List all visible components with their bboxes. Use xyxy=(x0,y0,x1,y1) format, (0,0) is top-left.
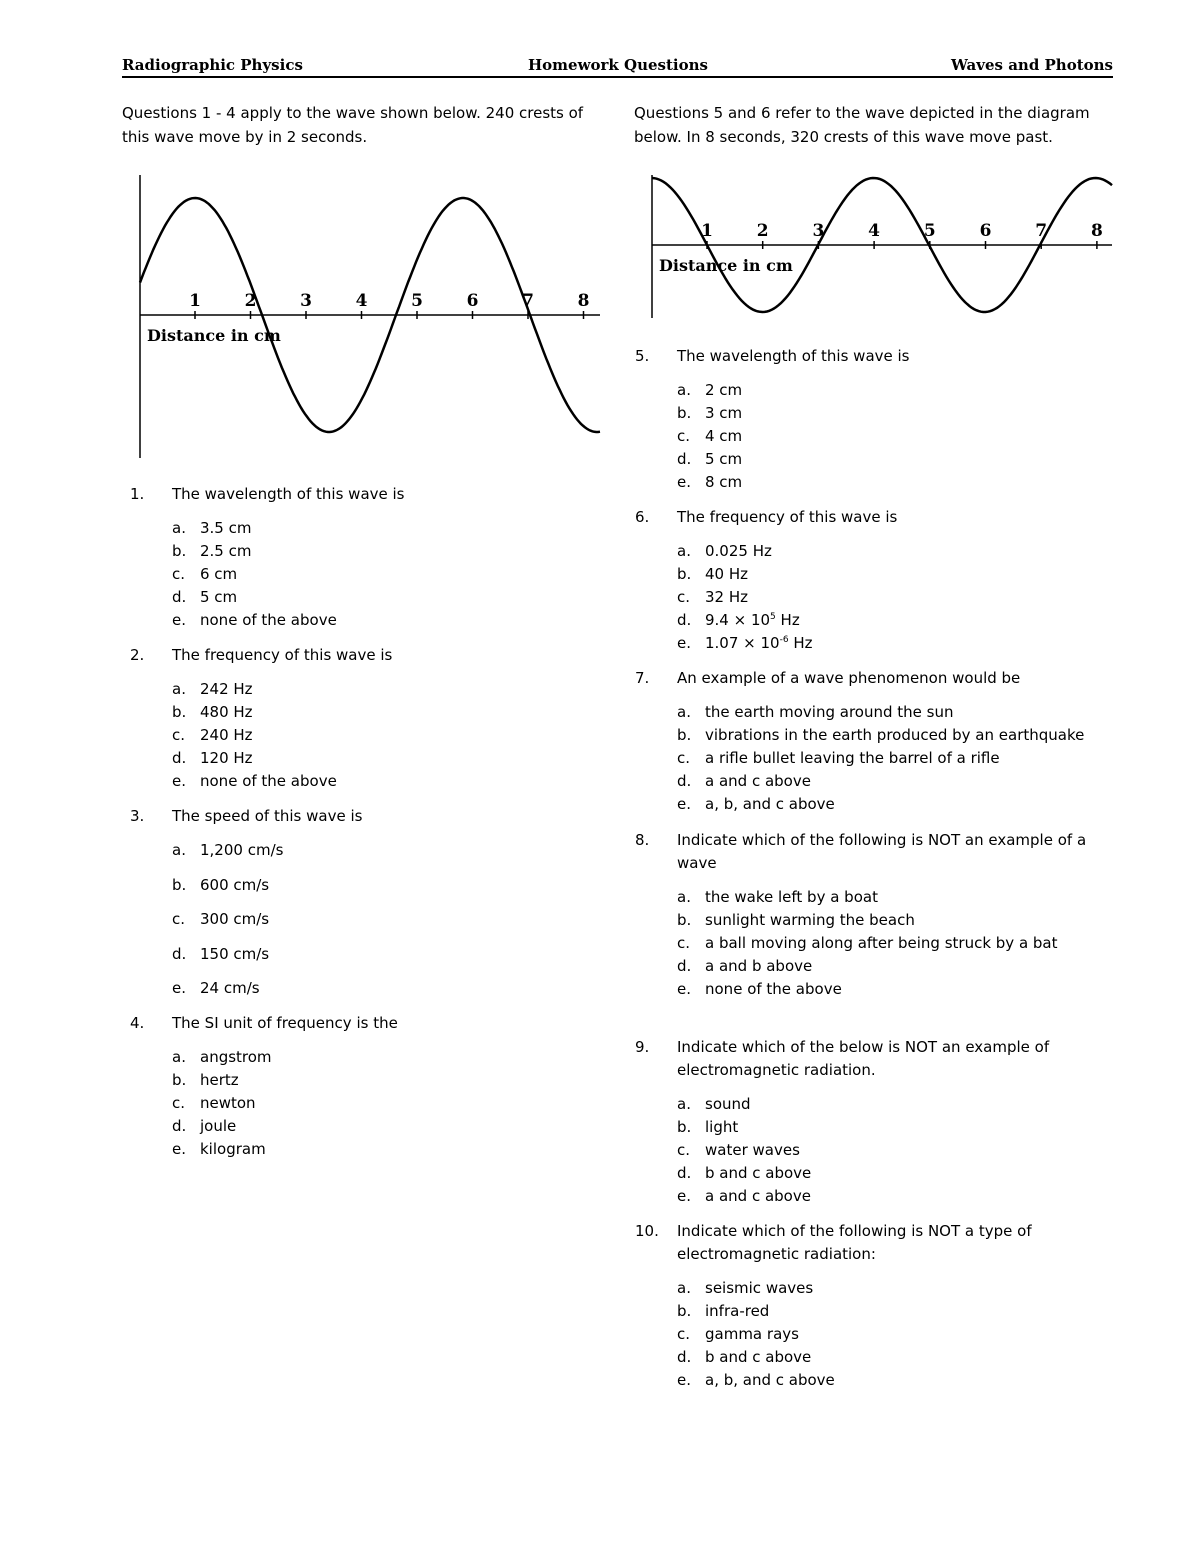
question-2 xyxy=(130,644,600,793)
answer-option[interactable]: b. 480 Hz xyxy=(172,703,253,721)
answer-option[interactable]: c. 32 Hz xyxy=(677,588,749,606)
wave2-tick-label-2: 2 xyxy=(756,221,769,241)
question-8 xyxy=(635,829,1115,1001)
answer-option[interactable]: d. b and c above xyxy=(677,1164,812,1182)
answer-option[interactable]: c. 6 cm xyxy=(172,565,238,583)
answer-option[interactable]: e. a, b, and c above xyxy=(677,1371,835,1389)
answer-option[interactable]: c. newton xyxy=(172,1094,256,1112)
question-10 xyxy=(635,1220,1115,1392)
answer-option[interactable]: d. joule xyxy=(172,1117,237,1135)
question-5 xyxy=(635,345,1115,494)
wave2-tick-label-8: 8 xyxy=(1090,221,1103,241)
wave1-tick-label-6: 6 xyxy=(466,291,479,311)
question-number: 3. xyxy=(130,807,145,825)
answer-options xyxy=(677,379,1115,494)
answer-options xyxy=(172,517,600,632)
wave2-tick-label-6: 6 xyxy=(979,221,992,241)
answer-options xyxy=(172,1046,600,1161)
answer-option[interactable]: a. 0.025 Hz xyxy=(677,542,772,560)
question-7 xyxy=(635,667,1115,816)
question-number: 6. xyxy=(635,508,650,526)
question-text: An example of a wave phenomenon would be xyxy=(677,669,1021,687)
wave1-tick-label-7: 7 xyxy=(522,291,534,311)
answer-option[interactable]: c. a ball moving along after being struck by a bat xyxy=(677,934,1058,952)
answer-options xyxy=(677,540,1115,655)
question-text: The frequency of this wave is xyxy=(677,508,898,526)
wave1-tick-label-8: 8 xyxy=(577,291,590,311)
answer-option[interactable]: e. a and c above xyxy=(677,1187,811,1205)
question-number: 2. xyxy=(130,646,145,664)
question-9 xyxy=(635,1036,1115,1208)
wave2-tick-label-5: 5 xyxy=(923,221,936,241)
answer-option[interactable]: d. b and c above xyxy=(677,1348,812,1366)
answer-option[interactable]: b. light xyxy=(677,1118,739,1136)
answer-option[interactable]: a. the earth moving around the sun xyxy=(677,703,954,721)
answer-option[interactable]: e. $1.07 \times 10^{-6}$ Hz xyxy=(677,634,813,652)
answer-option[interactable]: a. sound xyxy=(677,1095,751,1113)
header-section-title: Homework Questions xyxy=(528,56,708,74)
answer-option[interactable]: b. infra-red xyxy=(677,1302,770,1320)
answer-option[interactable]: e. none of the above xyxy=(677,980,842,998)
question-number: 5. xyxy=(635,347,650,365)
question-number: 10. xyxy=(635,1222,659,1240)
answer-option[interactable]: e. 24 cm/s xyxy=(172,979,260,997)
question-number: 4. xyxy=(130,1014,145,1032)
answer-option[interactable]: e. none of the above xyxy=(172,772,337,790)
wave1-tick-label-4: 4 xyxy=(355,291,368,311)
question-text: The wavelength of this wave is xyxy=(677,347,910,365)
wave2-axis-label: Distance in cm xyxy=(659,256,793,275)
answer-option[interactable]: b. 600 cm/s xyxy=(172,875,270,894)
intro-questions-5-6: Questions 5 and 6 refer to the wave depicted in the diagram below. In 8 seconds, 320 crests of this wave move past. xyxy=(634,104,1090,146)
answer-option[interactable]: d. 5 cm xyxy=(172,588,238,606)
answer-option[interactable]: c. a rifle bullet leaving the barrel of a rifle xyxy=(677,749,1000,767)
header-topic-title: Waves and Photons xyxy=(951,56,1113,74)
answer-option[interactable]: b. vibrations in the earth produced by an earthquake xyxy=(677,726,1085,744)
question-3 xyxy=(130,805,600,1012)
answer-option[interactable]: c. water waves xyxy=(677,1141,800,1159)
answer-option[interactable]: b. hertz xyxy=(172,1071,239,1089)
intro-questions-1-4: Questions 1 - 4 apply to the wave shown below. 240 crests of this wave move by in 2 seconds. xyxy=(122,104,584,146)
wave2-tick-label-7: 7 xyxy=(1035,221,1048,241)
answer-option[interactable]: b. 40 Hz xyxy=(677,565,749,583)
question-4 xyxy=(130,1012,600,1161)
answer-options xyxy=(677,1093,1115,1208)
answer-option[interactable]: e. kilogram xyxy=(172,1140,266,1158)
wave-diagram-2 xyxy=(0,0,1140,330)
answer-option[interactable]: b. 2.5 cm xyxy=(172,542,252,560)
wave1-tick-label-3: 3 xyxy=(300,291,312,311)
answer-option[interactable]: d. a and c above xyxy=(677,772,811,790)
wave2-tick-label-1: 1 xyxy=(701,221,713,241)
wave1-tick-label-1: 1 xyxy=(189,291,201,311)
question-6 xyxy=(635,506,1115,655)
wave2-tick-label-4: 4 xyxy=(868,221,881,241)
question-text: The wavelength of this wave is xyxy=(172,485,405,503)
question-number: 8. xyxy=(635,831,650,849)
question-text: The frequency of this wave is xyxy=(172,646,393,664)
question-text: Indicate which of the following is NOT an example of a wave xyxy=(677,831,1087,872)
answer-option[interactable]: a. 242 Hz xyxy=(172,680,253,698)
question-1 xyxy=(130,483,600,632)
answer-option[interactable]: e. a, b, and c above xyxy=(677,795,835,813)
answer-option[interactable]: d. $9.4 \times 10^5$ Hz xyxy=(677,611,800,629)
answer-option[interactable]: b. sunlight warming the beach xyxy=(677,911,915,929)
question-number: 1. xyxy=(130,485,145,503)
question-number: 9. xyxy=(635,1038,650,1056)
answer-option[interactable]: b. 3 cm xyxy=(677,404,743,422)
answer-option[interactable]: e. 8 cm xyxy=(677,473,743,491)
answer-option[interactable]: a. seismic waves xyxy=(677,1279,814,1297)
header-course-title: Radiographic Physics xyxy=(122,56,303,74)
answer-options xyxy=(677,1277,1115,1392)
answer-option[interactable]: a. angstrom xyxy=(172,1048,272,1066)
answer-options xyxy=(677,701,1115,816)
wave1-axis-label: Distance in cm xyxy=(147,326,281,345)
question-text: The speed of this wave is xyxy=(172,807,363,825)
wave1-tick-label-2: 2 xyxy=(244,291,257,311)
answer-option[interactable]: c. 4 cm xyxy=(677,427,743,445)
answer-option[interactable]: c. 300 cm/s xyxy=(172,910,270,928)
question-text: The SI unit of frequency is the xyxy=(172,1014,398,1032)
answer-option[interactable]: c. 240 Hz xyxy=(172,726,253,744)
question-text: Indicate which of the following is NOT a type of electromagnetic radiation: xyxy=(677,1222,1032,1263)
answer-option[interactable]: c. gamma rays xyxy=(677,1325,799,1343)
answer-option[interactable]: a. 3.5 cm xyxy=(172,519,252,537)
answer-options xyxy=(172,678,600,793)
answer-options xyxy=(172,839,600,1012)
wave1-tick-label-5: 5 xyxy=(411,291,423,311)
question-text: Indicate which of the below is NOT an example of electromagnetic radiation. xyxy=(677,1038,1050,1079)
answer-option[interactable]: d. 5 cm xyxy=(677,450,743,468)
wave2-tick-label-3: 3 xyxy=(812,221,825,241)
answer-option[interactable]: e. none of the above xyxy=(172,611,337,629)
answer-option[interactable]: a. 1,200 cm/s xyxy=(172,841,284,859)
answer-option[interactable]: d. 120 Hz xyxy=(172,749,253,767)
question-number: 7. xyxy=(635,669,650,687)
answer-option[interactable]: a. 2 cm xyxy=(677,381,743,399)
answer-option[interactable]: a. the wake left by a boat xyxy=(677,888,878,906)
answer-option[interactable]: d. 150 cm/s xyxy=(172,944,270,963)
answer-options xyxy=(677,886,1115,1001)
answer-option[interactable]: d. a and b above xyxy=(677,957,813,975)
